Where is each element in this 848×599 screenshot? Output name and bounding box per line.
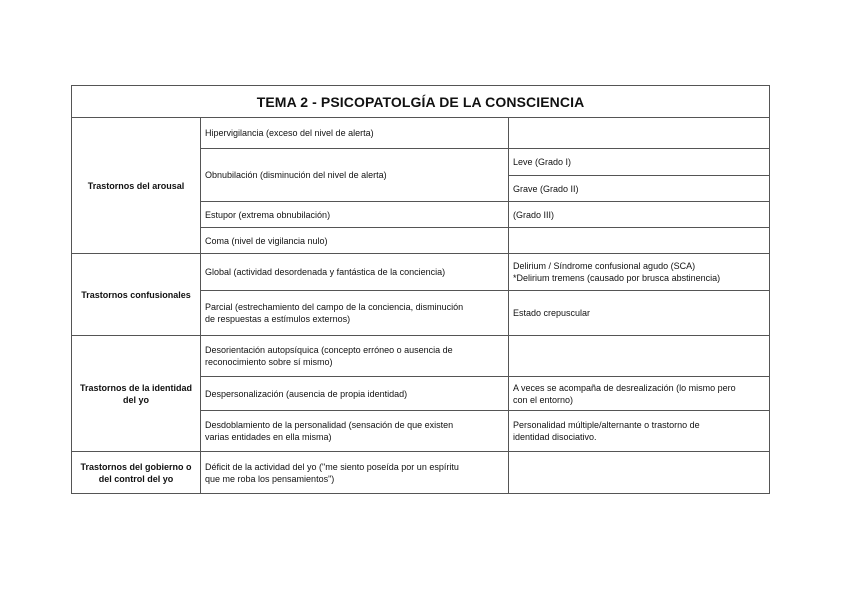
group-label-identidad bbox=[72, 336, 201, 452]
detail-line: con el entorno) bbox=[513, 394, 574, 405]
detail-cell: Grave (Grado II) bbox=[509, 176, 770, 202]
detail-line: Personalidad múltiple/alternante o trastorno de bbox=[513, 420, 700, 430]
detail-cell bbox=[509, 254, 770, 291]
psicopatologia-table bbox=[71, 85, 770, 494]
detail-cell bbox=[509, 228, 770, 254]
detail-line: *Delirium tremens (causado por brusca abstinencia) bbox=[513, 273, 721, 283]
description-line: Desdoblamiento de la personalidad (sensación de que existen bbox=[205, 420, 454, 430]
table-row bbox=[72, 254, 770, 291]
description-cell bbox=[201, 291, 509, 336]
detail-line: Delirium / Síndrome confusional agudo (SCA) bbox=[513, 261, 696, 271]
description-line: que me roba los pensamientos") bbox=[205, 473, 335, 484]
detail-line: A veces se acompaña de desrealización (lo mismo pero bbox=[513, 382, 736, 393]
description-line: Parcial (estrechamiento del campo de la conciencia, disminución bbox=[205, 302, 464, 312]
group-label-arousal: Trastornos del arousal bbox=[72, 118, 201, 254]
description-cell bbox=[201, 452, 509, 494]
detail-cell: Estado crepuscular bbox=[509, 291, 770, 336]
group-label-line: del yo bbox=[122, 394, 149, 405]
description-line: Desorientación autopsíquica (concepto erróneo o ausencia de bbox=[205, 345, 453, 355]
group-label-line: Trastornos del gobierno o bbox=[80, 461, 192, 472]
group-label-gobierno bbox=[72, 452, 201, 494]
description-cell bbox=[201, 411, 509, 452]
group-label-line: del control del yo bbox=[98, 473, 174, 484]
detail-line: identidad disociativo. bbox=[513, 432, 597, 442]
page-title: TEMA 2 - PSICOPATOLGÍA DE LA CONSCIENCIA bbox=[72, 86, 770, 118]
detail-cell bbox=[509, 377, 770, 411]
description-cell: Obnubilación (disminución del nivel de alerta) bbox=[201, 149, 509, 202]
detail-cell: Leve (Grado I) bbox=[509, 149, 770, 176]
description-line: Déficit de la actividad del yo ("me siento poseída por un espíritu bbox=[205, 461, 459, 472]
description-cell: Hipervigilancia (exceso del nivel de alerta) bbox=[201, 118, 509, 149]
detail-cell bbox=[509, 118, 770, 149]
group-label-line: Trastornos de la identidad bbox=[79, 382, 193, 393]
description-cell bbox=[201, 336, 509, 377]
table-row bbox=[72, 336, 770, 377]
description-cell: Coma (nivel de vigilancia nulo) bbox=[201, 228, 509, 254]
description-line: de respuestas a estímulos externos) bbox=[205, 314, 351, 324]
description-cell: Estupor (extrema obnubilación) bbox=[201, 202, 509, 228]
detail-cell bbox=[509, 452, 770, 494]
table-row bbox=[72, 452, 770, 494]
group-label-confusionales: Trastornos confusionales bbox=[72, 254, 201, 336]
description-cell: Despersonalización (ausencia de propia identidad) bbox=[201, 377, 509, 411]
title-row bbox=[72, 86, 770, 118]
detail-cell bbox=[509, 411, 770, 452]
table-row bbox=[72, 118, 770, 149]
description-cell: Global (actividad desordenada y fantástica de la conciencia) bbox=[201, 254, 509, 291]
detail-cell: (Grado III) bbox=[509, 202, 770, 228]
description-line: varias entidades en ella misma) bbox=[205, 432, 332, 442]
detail-cell bbox=[509, 336, 770, 377]
description-line: reconocimiento sobre sí mismo) bbox=[205, 357, 333, 367]
